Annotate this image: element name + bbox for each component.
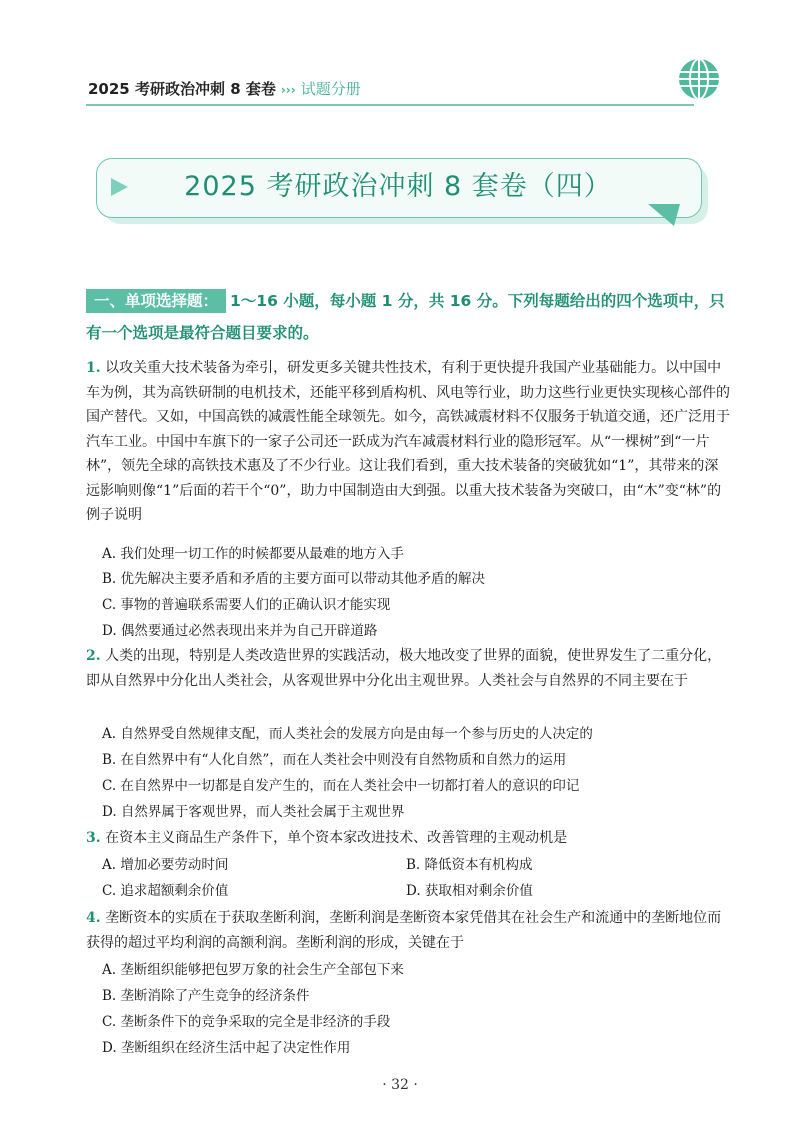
question-3 xyxy=(86,826,730,851)
option-a: A. 垄断组织能够把包罗万象的社会生产全部包下来 xyxy=(102,962,404,978)
section-instructions: 1～16 小题，每小题 1 分，共 16 分。下列每题给出的四个选项中，只有一个选项是最符合题目要求的。 xyxy=(86,292,725,342)
arrow-separator: ››› xyxy=(280,83,296,97)
option-c: C. 追求超额剩余价值 xyxy=(102,883,229,899)
option-d: D. 偶然要通过必然表现出来并为自己开辟道路 xyxy=(102,623,378,639)
question-number: 4. xyxy=(86,910,101,926)
question-number: 2. xyxy=(86,648,101,664)
question-stem: 垄断资本的实质在于获取垄断利润，垄断利润是垄断资本家凭借其在社会生产和流通中的垄断地位而获得的超过平均利润的高额利润。垄断利润的形成，关键在于 xyxy=(86,910,722,951)
option-a: A. 我们处理一切工作的时候都要从最难的地方入手 xyxy=(102,546,404,562)
option-a: A. 增加必要劳动时间 xyxy=(102,857,229,873)
option-c: C. 垄断条件下的竞争采取的完全是非经济的手段 xyxy=(102,1014,391,1030)
globe-icon xyxy=(676,56,722,102)
option-d: D. 垄断组织在经济生活中起了决定性作用 xyxy=(102,1040,351,1056)
header-divider xyxy=(86,104,694,106)
option-b: B. 优先解决主要矛盾和矛盾的主要方面可以带动其他矛盾的解决 xyxy=(102,571,486,587)
question-stem: 在资本主义商品生产条件下，单个资本家改进技术、改善管理的主观动机是 xyxy=(105,830,568,846)
exam-title: 2025 考研政治冲刺 8 套卷（四） xyxy=(184,171,612,202)
question-number: 1. xyxy=(86,360,101,376)
question-stem: 人类的出现，特别是人类改造世界的实践活动，极大地改变了世界的面貌，使世界发生了二重分化，即从自然界中分化出人类社会，从客观世界中分化出主观世界。人类社会与自然界的不同主要在于 xyxy=(86,648,722,689)
option-b: B. 降低资本有机构成 xyxy=(406,857,533,873)
option-d: D. 获取相对剩余价值 xyxy=(406,883,533,899)
option-c: C. 事物的普遍联系需要人们的正确认识才能实现 xyxy=(102,597,391,613)
question-4 xyxy=(86,906,730,955)
option-b: B. 垄断消除了产生竞争的经济条件 xyxy=(102,988,310,1004)
series-title: 2025 考研政治冲刺 8 套卷 xyxy=(88,80,276,98)
question-2 xyxy=(86,644,730,693)
option-c: C. 在自然界中一切都是自发产生的，而在人类社会中一切都打着人的意识的印记 xyxy=(102,778,580,794)
question-number: 3. xyxy=(86,830,101,846)
option-d: D. 自然界属于客观世界，而人类社会属于主观世界 xyxy=(102,804,405,820)
volume-name: 试题分册 xyxy=(300,80,361,98)
question-1 xyxy=(86,356,730,528)
question-stem: 以攻关重大技术装备为牵引，研发更多关键共性技术，有利于更快提升我国产业基础能力。以中国中车为例，其为高铁研制的电机技术，还能平移到盾构机、风电等行业，助力这些行业更快实现核心部件的国产替代。又如，中国高铁的减震性能全球领先。如今，高铁减震材料不仅服务于轨道交通，还广泛用于汽车工业。中国中车旗下的一家子公司还一跃成为汽车减震材料行业的隐形冠军。从“一棵树”到“一片林”，领先全球的高铁技术惠及了不少行业。这让我们看到，重大技术装备的突破犹如“1”，其带来的深远影响则像“1”后面的若干个“0”，助力中国制造由大到强。以重大技术装备为突破口，由“木”变“林”的例子说明 xyxy=(86,360,730,523)
section-tag: 一、单项选择题： xyxy=(86,289,226,313)
section-heading xyxy=(86,285,726,349)
option-a: A. 自然界受自然规律支配，而人类社会的发展方向是由每一个参与历史的人决定的 xyxy=(102,726,593,742)
page-number: · 32 · xyxy=(382,1077,418,1093)
option-b: B. 在自然界中有“人化自然”，而在人类社会中则没有自然物质和自然力的运用 xyxy=(102,752,567,768)
